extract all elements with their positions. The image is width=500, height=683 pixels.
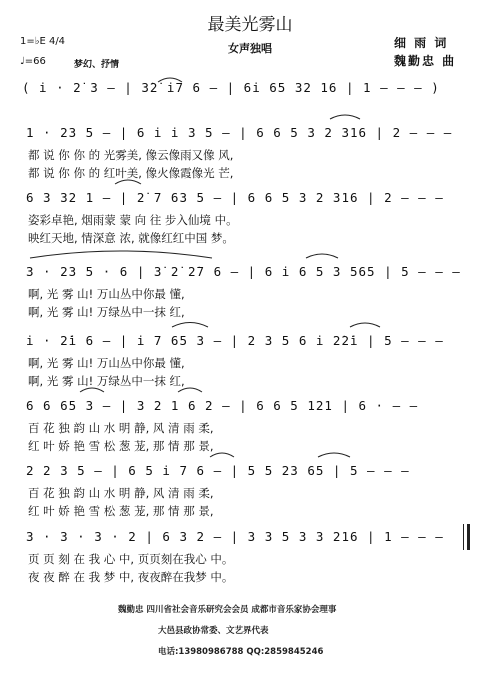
notation-line: 3 · 3 · 3 · 2 | 6 3 2 – | 3 3 5 3 3 216 | 1 – – – bbox=[26, 529, 444, 544]
notation-line: 6 6 65 3 – | 3 2 1 6 2 – | 6 6 5 121 | 6 · – – bbox=[26, 398, 419, 413]
lyric-line-verse2: 映红天地, 情深意 浓, 就像红红中国 梦。 bbox=[28, 231, 234, 245]
slur bbox=[330, 115, 360, 119]
slur bbox=[115, 180, 141, 184]
lyric-line-verse1: 百 花 独 韵 山 水 明 静, 风 清 雨 柔, bbox=[28, 421, 214, 435]
lyric-line-verse2: 啊, 光 雾 山! 万绿丛中一抹 红, bbox=[28, 374, 185, 388]
slur bbox=[178, 388, 202, 392]
slur bbox=[318, 453, 350, 457]
slur bbox=[80, 388, 104, 392]
lyric-line-verse1: 啊, 光 雾 山! 万山丛中你最 懂, bbox=[28, 287, 185, 301]
slur bbox=[158, 78, 182, 82]
notation-line: 3 · 23 5 · 6 | 3̇ 2̇ 2̇7 6 – | 6 i 6 5 3 565 | 5 – – – bbox=[26, 264, 461, 279]
expression-marking: 梦幻、抒情 bbox=[74, 60, 120, 70]
notation-line: 2 2 3 5 – | 6 5 i 7 6 – | 5 5 23 65 | 5 – – – bbox=[26, 463, 410, 478]
lyric-line-verse1: 百 花 独 韵 山 水 明 静, 风 清 雨 柔, bbox=[28, 486, 214, 500]
slur bbox=[306, 254, 338, 258]
lyric-line-verse1: 页 页 刻 在 我 心 中, 页页刻在我心 中。 bbox=[28, 552, 234, 566]
lyric-line-verse2: 啊, 光 雾 山! 万绿丛中一抹 红, bbox=[28, 305, 185, 319]
lyric-line-verse2: 都 说 你 你 的 红叶美, 像火像霞像光 芒, bbox=[28, 166, 234, 180]
performance-type: 女声独唱 bbox=[228, 42, 272, 55]
composer-credit: 魏勤忠 曲 bbox=[394, 54, 457, 68]
lyric-line-verse2: 夜 夜 醉 在 我 梦 中, 夜夜醉在我梦 中。 bbox=[28, 570, 234, 584]
slur bbox=[350, 323, 380, 327]
notation-line: 6 3 32 1 – | 2̇ 7 63 5 – | 6 6 5 3 2 316 | 2 – – – bbox=[26, 190, 444, 205]
slur bbox=[30, 251, 212, 258]
notation-line: i · 2̇i 6 – | i 7 65 3 – | 2 3 5 6 i 2̇2̇i | 5 – – – bbox=[26, 333, 444, 348]
lyricist-credit: 细 雨 词 bbox=[394, 36, 449, 50]
lyric-line-verse2: 红 叶 娇 艳 雪 松 葱 茏, 那 情 那 景, bbox=[28, 439, 214, 453]
tempo-marking: ♩=66 bbox=[20, 56, 46, 67]
key-signature: 1=♭E 4/4 bbox=[20, 36, 66, 47]
notation-line: 1 · 23 5 – | 6 i i 3 5 – | 6 6 5 3 2 316 | 2 – – – bbox=[26, 125, 453, 140]
footer-credit-line: 大邑县政协常委、文艺界代表 bbox=[158, 626, 269, 636]
lyric-line-verse2: 红 叶 娇 艳 雪 松 葱 茏, 那 情 那 景, bbox=[28, 504, 214, 518]
footer-credit-line: 魏勤忠 四川省社会音乐研究会会员 成都市音乐家协会理事 bbox=[118, 605, 337, 615]
slur bbox=[172, 323, 208, 328]
lyric-line-verse1: 都 说 你 你 的 光雾美, 像云像雨又像 风, bbox=[28, 148, 234, 162]
lyric-line-verse1: 姿彩卓艳, 烟雨蒙 蒙 向 往 步入仙境 中。 bbox=[28, 213, 238, 227]
lyric-line-verse1: 啊, 光 雾 山! 万山丛中你最 懂, bbox=[28, 356, 185, 370]
song-title: 最美光雾山 bbox=[207, 15, 293, 35]
footer-contact-line: 电话:13980986788 QQ:2859845246 bbox=[158, 647, 324, 657]
notation-line-intro: ( i · 2̇ 3 – | 3̇2̇ i7 6 – | 6i 65 32 16 | 1 – – – ) bbox=[22, 80, 440, 95]
slur bbox=[210, 453, 234, 457]
